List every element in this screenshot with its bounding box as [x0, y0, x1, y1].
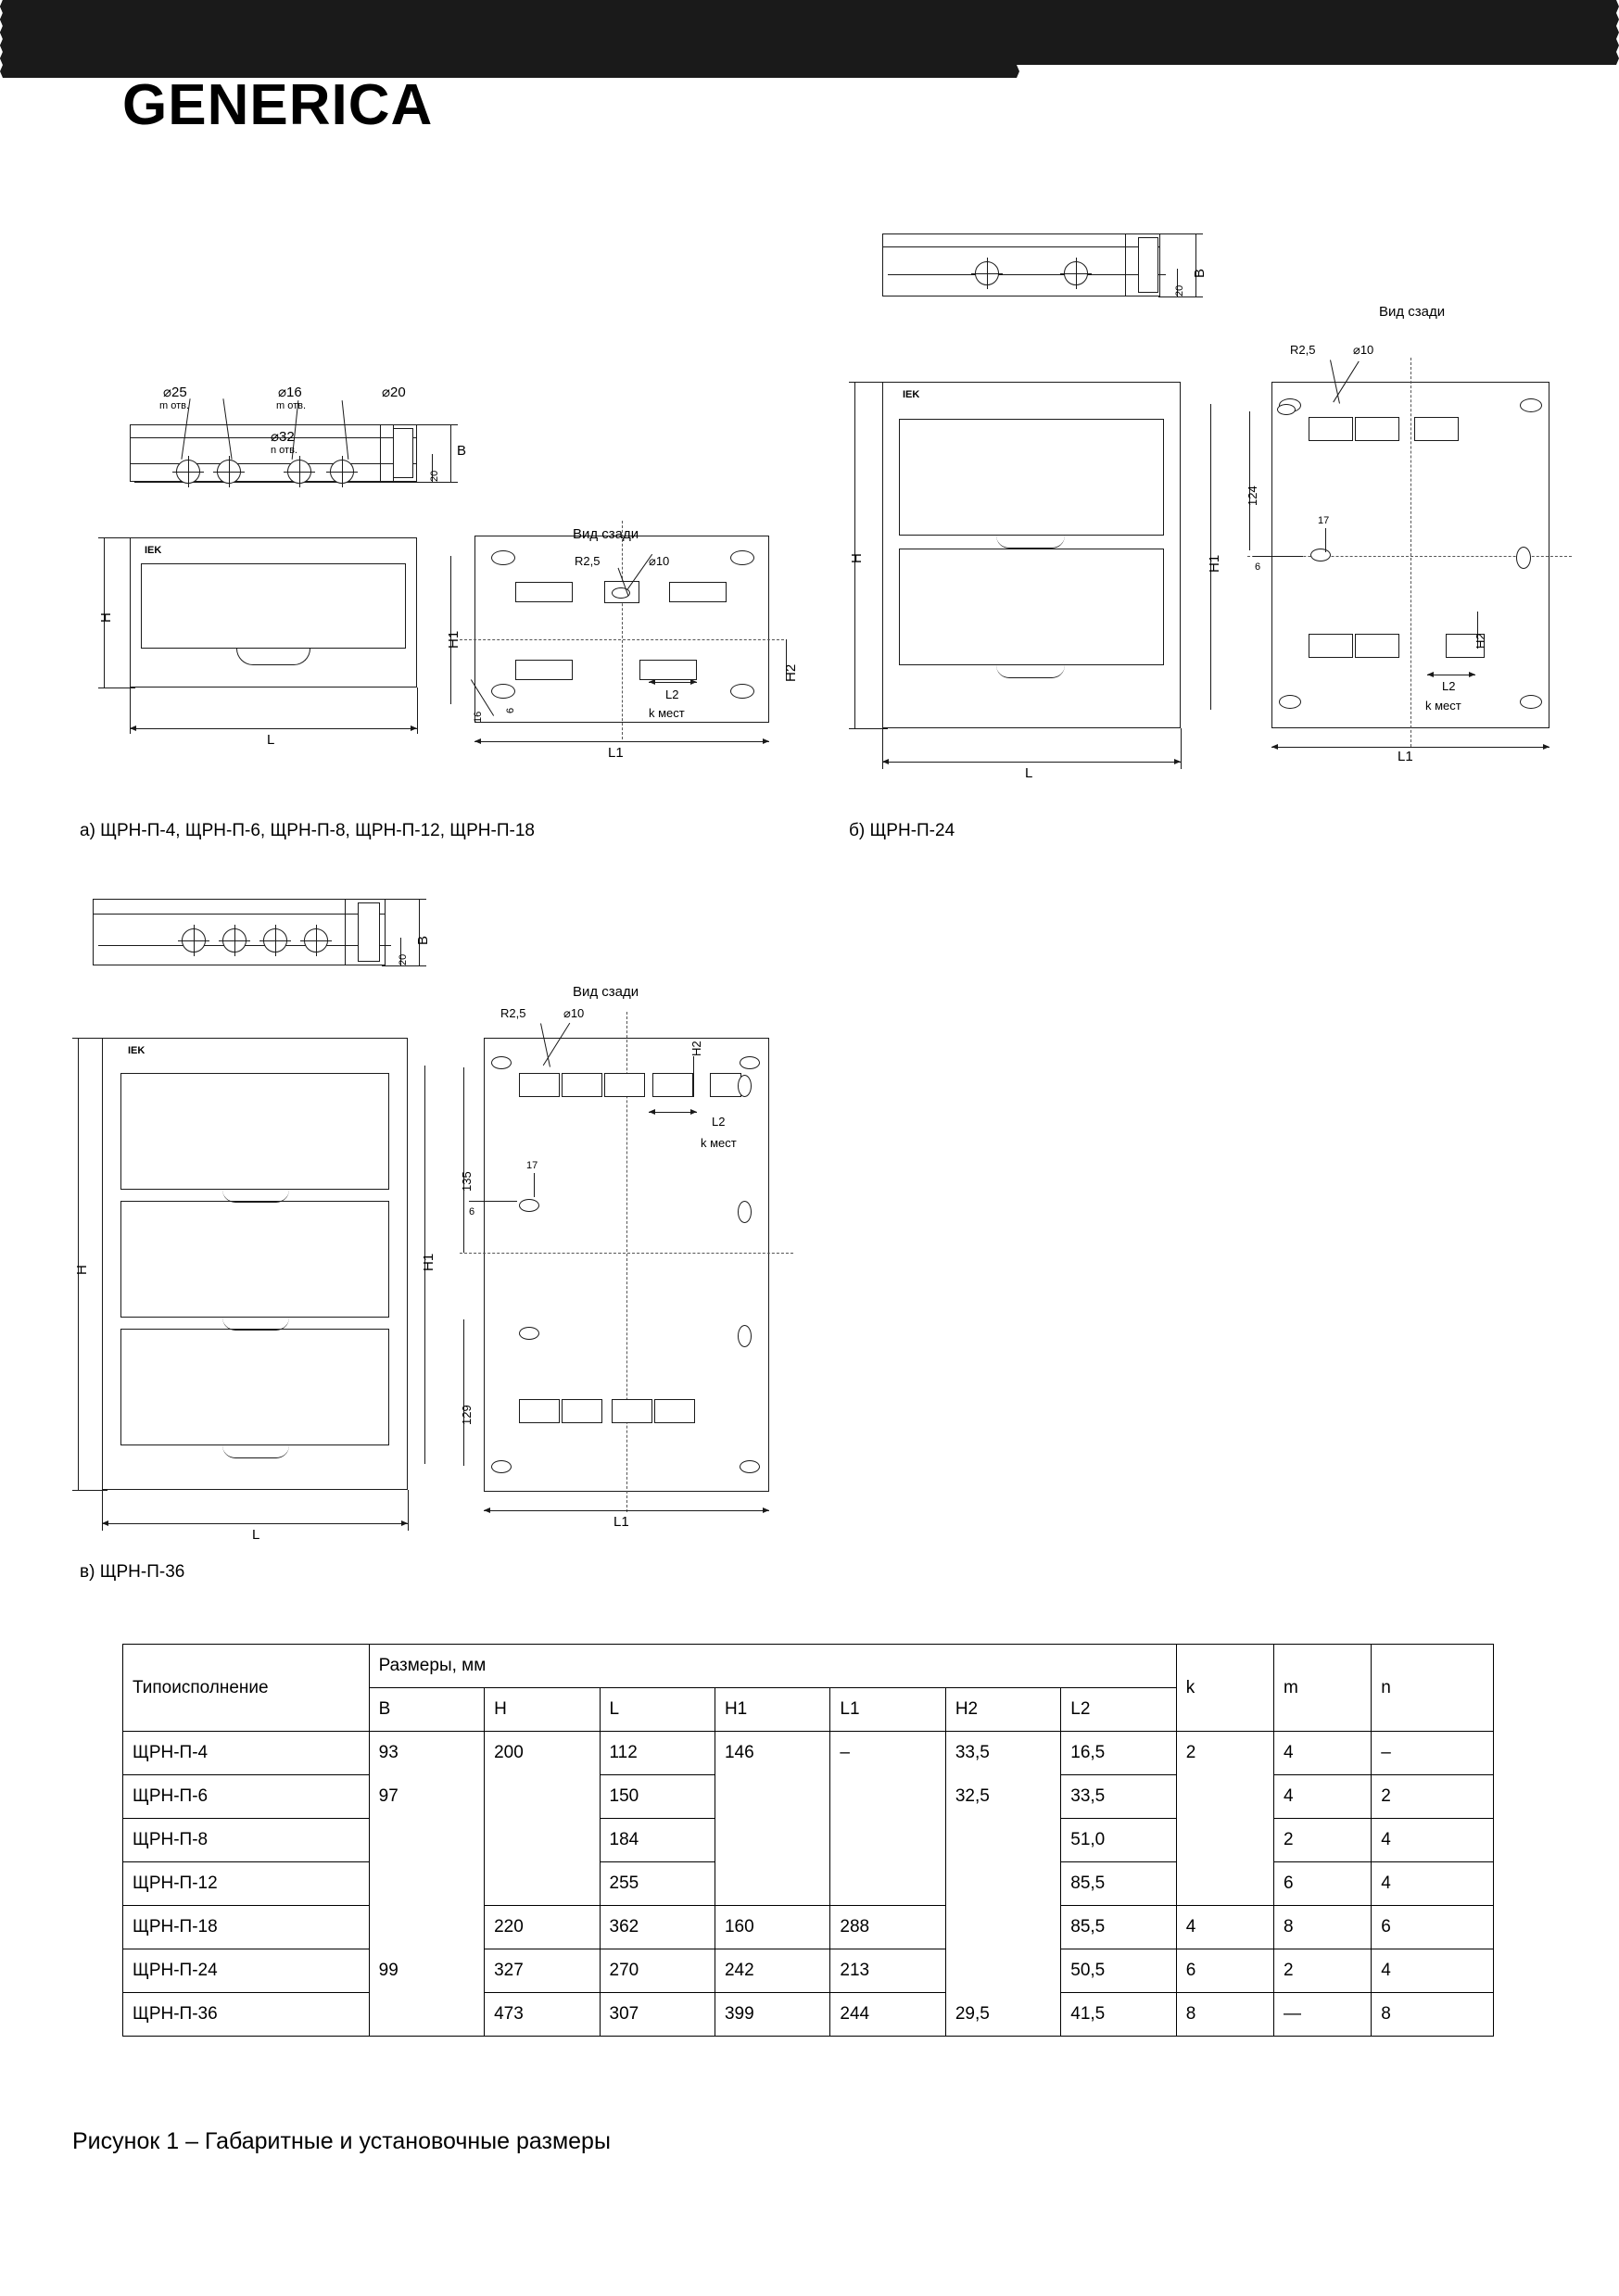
- label-20: 20: [429, 470, 440, 482]
- cell-k: [1176, 1819, 1273, 1862]
- cell-L: 112: [600, 1732, 715, 1775]
- mount-slot: [1309, 417, 1353, 441]
- label-k-places: k мест: [1425, 699, 1461, 713]
- cell-L1: [830, 1862, 945, 1906]
- label-129: 129: [460, 1405, 474, 1425]
- cell-H1: 146: [715, 1732, 829, 1775]
- cell-H2: 32,5: [945, 1775, 1060, 1819]
- cell-n: 2: [1372, 1775, 1494, 1819]
- cell-H2: [945, 1862, 1060, 1906]
- dim-arrow: [0, 19, 1019, 26]
- cell-L: 255: [600, 1862, 715, 1906]
- cell-m: 4: [1274, 1732, 1372, 1775]
- knockout-cross-v: [275, 925, 276, 956]
- th-m: m: [1274, 1645, 1372, 1732]
- dim-arrow: [0, 52, 1019, 58]
- dim-arrow: [1271, 744, 1278, 750]
- dim-arrow: [0, 39, 1019, 45]
- mount-slot: [612, 1399, 652, 1423]
- ext-line: [72, 1038, 108, 1039]
- dim-129-line: [463, 1319, 464, 1466]
- label-H2: H2: [1474, 633, 1487, 649]
- dim-6-line: [469, 1201, 517, 1202]
- cell-type: ЩРН-П-24: [123, 1949, 370, 1993]
- dim-H2-line: [693, 1056, 694, 1097]
- keyhole: [1516, 547, 1531, 569]
- dim-6-line: [1253, 556, 1303, 557]
- dim-arrow: [0, 71, 1019, 78]
- cell-n: 6: [1372, 1906, 1494, 1949]
- label-B: B: [415, 935, 431, 945]
- label-H: H: [849, 553, 865, 563]
- label-L2: L2: [712, 1115, 726, 1129]
- figure-v-group: [0, 0, 1019, 1575]
- cell-H: 220: [485, 1906, 600, 1949]
- label-H: H: [74, 1265, 90, 1275]
- keyhole: [738, 1201, 752, 1223]
- fig-v-side-latch: [358, 902, 380, 962]
- cell-n: –: [1372, 1732, 1494, 1775]
- table-row: [123, 1862, 1494, 1906]
- fig-v-front-window-1: [120, 1073, 389, 1190]
- cell-m: 6: [1274, 1862, 1372, 1906]
- label-k-places: k мест: [701, 1136, 737, 1150]
- cell-m: 2: [1274, 1949, 1372, 1993]
- cell-H: [485, 1775, 600, 1819]
- label-r25: R2,5: [500, 1006, 526, 1020]
- keyhole: [740, 1056, 760, 1069]
- cell-k: 8: [1176, 1993, 1273, 2037]
- side-edge: [345, 899, 346, 965]
- cell-L2: 41,5: [1061, 1993, 1176, 2037]
- cell-L1: 288: [830, 1906, 945, 1949]
- th-sizes: Размеры, мм: [369, 1645, 1176, 1688]
- keyhole: [740, 1460, 760, 1473]
- dim-B-line: [419, 899, 420, 965]
- fig-b-side-latch: [1138, 237, 1158, 293]
- dim-arrow: [0, 45, 1019, 52]
- cell-L: 270: [600, 1949, 715, 1993]
- cell-L: 362: [600, 1906, 715, 1949]
- dim-arrow: [0, 32, 1019, 39]
- cell-B: 99: [369, 1949, 484, 1993]
- cell-m: —: [1274, 1993, 1372, 2037]
- knockout-cross-v: [1076, 258, 1077, 289]
- keyhole: [519, 1327, 539, 1340]
- label-m-holes: m отв.: [159, 400, 190, 411]
- cell-H: [485, 1819, 600, 1862]
- th-col-H: H: [485, 1688, 600, 1732]
- cell-H1: 399: [715, 1993, 829, 2037]
- label-r25: R2,5: [575, 554, 601, 568]
- dim-L1-line: [1271, 747, 1549, 748]
- label-rear-view: Вид сзади: [1379, 304, 1446, 320]
- label-d25: ⌀25: [163, 385, 187, 400]
- dim-arrow: [1469, 672, 1475, 677]
- mount-slot: [710, 1073, 741, 1097]
- cell-L: 307: [600, 1993, 715, 2037]
- figure-caption: Рисунок 1 – Габаритные и установочные размеры: [72, 2128, 611, 2154]
- dim-124-line: [1249, 411, 1250, 550]
- table-header-row-1: [123, 1645, 1494, 1688]
- cell-H2: [945, 1819, 1060, 1862]
- mount-slot: [562, 1073, 602, 1097]
- label-k-places: k мест: [649, 706, 685, 720]
- cell-H2: 29,5: [945, 1993, 1060, 2037]
- subcaption-v: в) ЩРН-П-36: [80, 1562, 185, 1582]
- dim-arrow: [649, 1109, 655, 1115]
- cell-B: [369, 1906, 484, 1949]
- cell-type: ЩРН-П-36: [123, 1993, 370, 2037]
- dim-arrow: [1427, 672, 1434, 677]
- dimensions-table: [122, 1644, 1494, 2037]
- cell-H1: [715, 1775, 829, 1819]
- th-col-B: B: [369, 1688, 484, 1732]
- cell-k: 2: [1176, 1732, 1273, 1775]
- side-line: [93, 914, 386, 915]
- label-rear-view: Вид сзади: [573, 984, 639, 1000]
- front-handle: [222, 1445, 289, 1458]
- cell-m: 4: [1274, 1775, 1372, 1819]
- side-edge: [1125, 233, 1126, 296]
- dim-arrow: [0, 0, 1019, 6]
- label-n-holes: n отв.: [271, 445, 297, 456]
- dim-arrow: [1543, 744, 1549, 750]
- cell-k: 4: [1176, 1906, 1273, 1949]
- dim-arrow: [0, 65, 1019, 71]
- cell-B: [369, 1993, 484, 2037]
- cell-B: [369, 1819, 484, 1862]
- cell-type: ЩРН-П-12: [123, 1862, 370, 1906]
- mount-slot: [652, 1073, 693, 1097]
- ext-line: [1181, 728, 1182, 769]
- cell-H1: [715, 1862, 829, 1906]
- cell-L1: [830, 1819, 945, 1862]
- iek-mark: IEK: [128, 1045, 145, 1056]
- cell-type: ЩРН-П-8: [123, 1819, 370, 1862]
- mount-slot: [519, 1399, 560, 1423]
- cell-m: 8: [1274, 1906, 1372, 1949]
- label-H1: H1: [1207, 554, 1222, 573]
- cell-L2: 33,5: [1061, 1775, 1176, 1819]
- mount-slot: [1355, 634, 1399, 658]
- label-L2: L2: [665, 688, 679, 701]
- th-n: n: [1372, 1645, 1494, 1732]
- label-H: H: [98, 612, 114, 623]
- ext-line: [102, 1490, 103, 1531]
- ext-line: [408, 1490, 409, 1531]
- th-col-H1: H1: [715, 1688, 829, 1732]
- label-124: 124: [1246, 486, 1259, 506]
- th-col-L: L: [600, 1688, 715, 1732]
- cell-H1: 242: [715, 1949, 829, 1993]
- label-d10: ⌀10: [1353, 343, 1374, 357]
- dim-arrow: [0, 6, 1019, 13]
- keyhole: [1520, 695, 1542, 709]
- label-6: 6: [1255, 561, 1261, 573]
- cell-H2: [945, 1949, 1060, 1993]
- brand-logo: GENERICA: [122, 73, 434, 137]
- cell-L: 184: [600, 1819, 715, 1862]
- keyhole: [1520, 398, 1542, 412]
- label-B: B: [457, 443, 467, 459]
- cell-m: 2: [1274, 1819, 1372, 1862]
- dim-arrow: [102, 1520, 108, 1526]
- cell-H1: 160: [715, 1906, 829, 1949]
- cell-n: 4: [1372, 1862, 1494, 1906]
- label-d10: ⌀10: [649, 554, 670, 568]
- center-line-v: [1410, 358, 1411, 747]
- cell-L2: 16,5: [1061, 1732, 1176, 1775]
- keyhole: [1277, 404, 1296, 415]
- dim-arrow: [0, 26, 1019, 32]
- cell-L2: 85,5: [1061, 1862, 1176, 1906]
- ext-line: [382, 899, 426, 900]
- label-H1: H1: [421, 1253, 436, 1271]
- dim-arrow: [484, 1508, 490, 1513]
- iek-mark: IEK: [903, 389, 920, 400]
- cell-k: 6: [1176, 1949, 1273, 1993]
- table-row: [123, 1949, 1494, 1993]
- cell-H: 200: [485, 1732, 600, 1775]
- cell-L2: 85,5: [1061, 1906, 1176, 1949]
- label-d32: ⌀32: [271, 429, 295, 445]
- leader-line: [1325, 528, 1326, 552]
- dim-L-line: [102, 1523, 408, 1524]
- mount-slot: [1309, 634, 1353, 658]
- cell-k: [1176, 1775, 1273, 1819]
- cell-L1: [830, 1775, 945, 1819]
- dim-arrow: [0, 58, 1019, 65]
- table-row: [123, 1732, 1494, 1775]
- th-col-L2: L2: [1061, 1688, 1176, 1732]
- keyhole: [491, 1056, 512, 1069]
- label-17: 17: [526, 1160, 538, 1171]
- label-H2: H2: [689, 1041, 703, 1056]
- label-d20: ⌀20: [382, 385, 406, 400]
- cell-L2: 51,0: [1061, 1819, 1176, 1862]
- table-row: [123, 1906, 1494, 1949]
- th-col-H2: H2: [945, 1688, 1060, 1732]
- label-16: 16: [473, 711, 484, 723]
- label-H2: H2: [783, 663, 799, 682]
- label-20: 20: [1174, 284, 1185, 296]
- keyhole: [1279, 695, 1301, 709]
- dim-L1-line: [484, 1510, 769, 1511]
- cell-H1: [715, 1819, 829, 1862]
- label-L: L: [252, 1527, 260, 1543]
- dim-arrow: [0, 13, 1019, 19]
- cell-L1: 213: [830, 1949, 945, 1993]
- knockout-cross-v: [194, 925, 195, 956]
- keyhole: [519, 1199, 539, 1212]
- ext-line: [382, 965, 426, 966]
- dim-arrow: [763, 1508, 769, 1513]
- ext-line: [1158, 296, 1203, 297]
- front-handle: [222, 1190, 289, 1203]
- cell-B: [369, 1862, 484, 1906]
- cell-L: 150: [600, 1775, 715, 1819]
- cell-H2: [945, 1906, 1060, 1949]
- mount-slot: [519, 1073, 560, 1097]
- mount-slot: [1355, 417, 1399, 441]
- cell-L2: 50,5: [1061, 1949, 1176, 1993]
- cell-B: 97: [369, 1775, 484, 1819]
- label-L1: L1: [1398, 749, 1413, 764]
- label-20: 20: [398, 953, 409, 965]
- cell-L1: –: [830, 1732, 945, 1775]
- cell-type: ЩРН-П-18: [123, 1906, 370, 1949]
- center-line-h: [460, 1253, 793, 1254]
- keyhole: [738, 1075, 752, 1097]
- subcaption-b: б) ЩРН-П-24: [849, 821, 955, 840]
- label-L1: L1: [613, 1514, 629, 1530]
- table-row: [123, 1775, 1494, 1819]
- label-L2: L2: [1442, 679, 1456, 693]
- mount-slot: [654, 1399, 695, 1423]
- knockout-cross-v: [316, 925, 317, 956]
- dim-arrow: [1174, 759, 1181, 764]
- label-m-holes-2: m отв.: [276, 400, 307, 411]
- label-H1: H1: [446, 630, 462, 649]
- label-d10: ⌀10: [563, 1006, 585, 1020]
- dim-H-line: [78, 1038, 79, 1490]
- label-135: 135: [460, 1171, 474, 1192]
- label-rear-view: Вид сзади: [573, 526, 639, 542]
- cell-H: 327: [485, 1949, 600, 1993]
- subcaption-a: а) ЩРН-П-4, ЩРН-П-6, ЩРН-П-8, ЩРН-П-12, ЩРН-П-18: [80, 821, 535, 840]
- cell-n: 4: [1372, 1819, 1494, 1862]
- mount-slot: [562, 1399, 602, 1423]
- fig-v-front-window-3: [120, 1329, 389, 1445]
- dim-arrow: [690, 1109, 697, 1115]
- cell-H: [485, 1862, 600, 1906]
- knockout-cross-v: [234, 925, 235, 956]
- ext-line: [1158, 233, 1203, 234]
- front-handle: [222, 1318, 289, 1331]
- cell-L1: 244: [830, 1993, 945, 2037]
- label-r25: R2,5: [1290, 343, 1316, 357]
- cell-H: 473: [485, 1993, 600, 2037]
- th-col-L1: L1: [830, 1688, 945, 1732]
- mount-slot: [1414, 417, 1459, 441]
- dim-135-line: [463, 1067, 464, 1253]
- label-6: 6: [469, 1206, 475, 1217]
- label-L1: L1: [608, 745, 624, 761]
- cell-n: 8: [1372, 1993, 1494, 2037]
- cell-n: 4: [1372, 1949, 1494, 1993]
- fig-v-front-window-2: [120, 1201, 389, 1318]
- keyhole: [491, 1460, 512, 1473]
- cell-type: ЩРН-П-4: [123, 1732, 370, 1775]
- table-row: [123, 1993, 1494, 2037]
- label-d16: ⌀16: [278, 385, 302, 400]
- th-k: k: [1176, 1645, 1273, 1732]
- label-B: B: [1192, 268, 1208, 278]
- label-6: 6: [505, 707, 516, 713]
- cell-type: ЩРН-П-6: [123, 1775, 370, 1819]
- cell-B: 93: [369, 1732, 484, 1775]
- cell-H2: 33,5: [945, 1732, 1060, 1775]
- label-17: 17: [1318, 515, 1330, 526]
- mount-slot: [604, 1073, 645, 1097]
- iek-mark: IEK: [145, 545, 162, 556]
- keyhole: [1310, 549, 1331, 561]
- label-L: L: [1025, 765, 1033, 781]
- label-L: L: [267, 732, 275, 748]
- keyhole: [738, 1325, 752, 1347]
- dim-B-line: [1195, 233, 1196, 296]
- cell-k: [1176, 1862, 1273, 1906]
- th-type: Типоисполнение: [123, 1645, 370, 1732]
- table-row: [123, 1819, 1494, 1862]
- leader-line: [534, 1173, 535, 1197]
- dim-arrow: [401, 1520, 408, 1526]
